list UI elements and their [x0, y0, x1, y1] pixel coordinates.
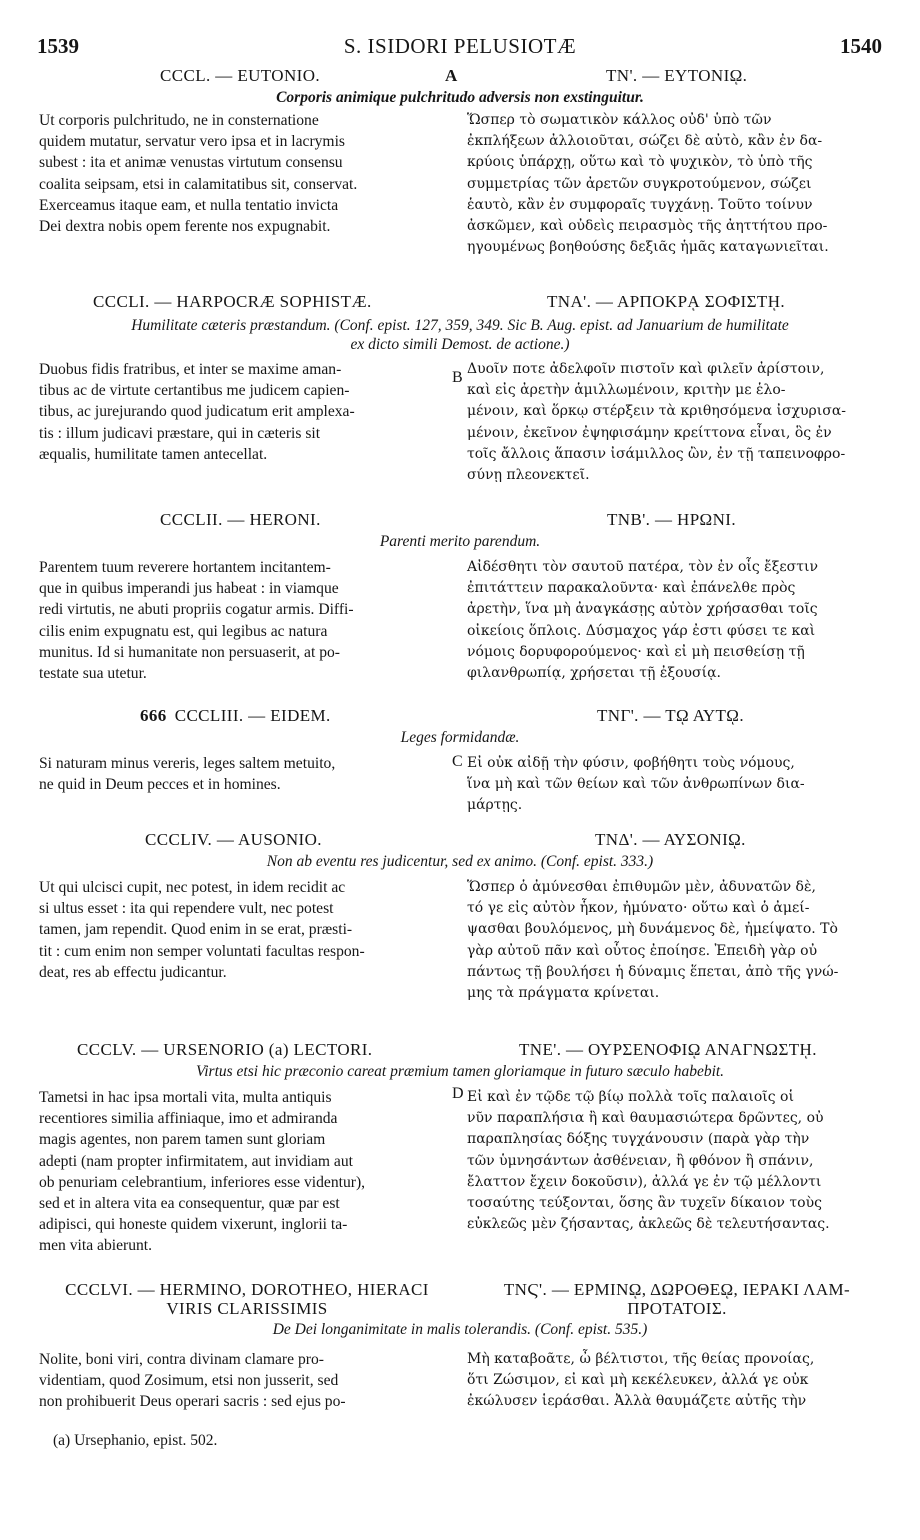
summary: Virtus etsi hic præconio careat præmium tamen gloriamque in futuro sæculo habebit. — [195, 1063, 725, 1080]
footnote: (a) Ursephanio, epist. 502. — [53, 1432, 218, 1449]
greek-text: Μὴ καταβοᾶτε, ὦ βέλτιστοι, τῆς θείας προνοίας, ὅτι Ζώσιμον, εἰ καὶ μὴ κεκέλευκεν, ἀλλά γε οὐκ ἐκώλυσεν ἱεράσθαι. Ἀλλὰ θαυμάζετε αὐτῆς τὴν — [467, 1351, 815, 1410]
summary-line-2: ex dicto simili Demost. de actione.) — [350, 336, 570, 353]
greek-text: Εἰ οὐκ αἰδῇ τὴν φύσιν, φοβήθητι τοὺς νόμους, ἵνα μὴ καὶ τῶν θείων καὶ τῶν ἀνθρωπίνων δια- μάρτῃς. — [467, 755, 805, 814]
summary: Parenti merito parendum. — [379, 533, 541, 550]
greek-heading-line-1: ΤΝϚ'. — ΕΡΜΙΝῼ, ΔΩΡΟΘΕῼ, ΙΕΡΑΚΙ ΛΑΜ- — [503, 1280, 851, 1299]
margin-letter-a: A — [445, 66, 458, 85]
greek-heading: ΤΝ'. — ΕΥΤΟΝΙῼ. — [606, 66, 748, 85]
letter-ccclvi — [0, 1280, 920, 1419]
greek-text: Εἰ καὶ ἐν τῷδε τῷ βίῳ πολλὰ τοῖς παλαιοῖς οἱ νῦν παραπλήσια ἢ καὶ θαυμασιώτερα δρῶντες, οὐ παραπλησίας δόξης τυγχάνουσιν (παρὰ γὰρ τὴν τῶν ὑμνησάντων ἀσθένειαν, ἢ φθόνον ἢ σπάνιν, ἔλαττον ἔχειν δοκοῦσιν), ἀλλά γε ἐν τῷ μέλλοντι τοσαύτης τεύξονται, ὅσης ἂν τυχεῖν δίκαιον τοὺς εὐκλεῶς μὲν ζήσαντας, ἀκλεῶς δὲ τελευτήσαντας. — [467, 1089, 830, 1233]
page-number-right: 1540 — [840, 34, 882, 58]
latin-heading: CCCLIV. — AUSONIO. — [145, 830, 322, 849]
column-number: 666 — [140, 706, 167, 725]
latin-text: Tametsi in hac ipsa mortali vita, multa antiquis recentiores similia affiniaque, imo et admiranda magis agentes, non parem tamen sunt gloriam adepti (nam propter infirmitatem, aut invidiam aut ob penuriam celebrantium, inferiores esse videntur), sed et in altera vita ea consequentur, quæ par est adipisci, qui honeste quidem vixerunt, inglorii ta- men vita abierunt. — [39, 1089, 366, 1255]
latin-text: Ut corporis pulchritudo, ne in consternatione quidem mutatur, servatur vero ipsa et in lacrymis subest : ita et animæ venustas virtutum consensu coalita seipsam, etsi in calamitatibus sit, conservat. Exerceamus itaque eam, et nulla tentatio invicta Dei dextra nobis opem ferente nos expugnabit. — [39, 112, 358, 236]
latin-heading: CCCL. — EUTONIO. — [160, 66, 321, 85]
running-title: S. ISIDORI PELUSIOTÆ — [343, 34, 577, 58]
margin-letter-c: C — [452, 753, 463, 770]
margin-letter-b: B — [452, 369, 463, 386]
summary: Corporis animique pulchritudo adversis non exstinguitur. — [276, 89, 644, 106]
latin-text: Duobus fidis fratribus, et inter se maxime aman- tibus ac de virtute certantibus me judicem capien- tibus, ac jurejurando quod judicatum erit amplexa- tis : illum judicavi præstare, qui in cæteris sit æqualis, humilitate tamen antecellat. — [39, 361, 355, 463]
latin-heading: CCCLV. — URSENORIO (a) LECTORI. — [77, 1040, 373, 1059]
letter-cccl — [0, 66, 920, 260]
greek-heading: ΤΝΑ'. — ΑΡΠΟΚΡᾼ ΣΟΦΙΣΤῌ. — [547, 292, 786, 311]
summary: Leges formidandæ. — [400, 729, 520, 746]
greek-text: Ὥσπερ τὸ σωματικὸν κάλλος οὐδ' ὑπὸ τῶν ἐκπλήξεων ἀλλοιοῦται, σώζει δὲ αὐτὸ, κἂν ἐν δα- κρύοις ὑπάρχῃ, οὕτω καὶ τὸ ψυχικὸν, τὸ ὑπὸ τῆς συμμετρίας τῶν ἀρετῶν συγκροτούμενον, σώζει ἑαυτὸ, κἂν ἐν συμφοραῖς τυγχάνῃ. Τοῦτο τοίνυν ἀσκῶμεν, καὶ οὐδεὶς πειρασμὸς τῆς ἀηττήτου προ- ηγουμένως βοηθούσης δεξιᾶς ἡμᾶς καταγωνιεῖται. — [467, 112, 829, 256]
summary: De Dei longanimitate in malis tolerandis. (Conf. epist. 535.) — [272, 1321, 648, 1338]
greek-heading-line-2: ΠΡΟΤΑΤΟΙΣ. — [627, 1299, 727, 1318]
summary-line-1: Humilitate cæteris præstandum. (Conf. epist. 127, 359, 349. Sic B. Aug. epist. ad Januarium de humilitate — [131, 317, 789, 334]
greek-text: Αἰδέσθητι τὸν σαυτοῦ πατέρα, τὸν ἐν οἷς ἔξεστιν ἐπιτάττειν παρακαλοῦντα· καὶ ἐπάνελθε πρὸς ἀρετὴν, ἵνα μὴ ἀναγκάσῃς αὐτὸν χρήσασθαι τοῖς οἰκείοις ὅπλοις. Δύσμαχος γάρ ἐστι φύσει τε καὶ νόμοις δορυφορούμενος· καὶ εἰ μὴ πεισθείσῃ τῇ φιλανθρωπίᾳ, χρήσεται τῇ ἐξουσίᾳ. — [467, 559, 818, 682]
letter-cccliv — [0, 830, 920, 1017]
greek-heading: ΤΝΒ'. — ΗΡΩΝΙ. — [607, 510, 736, 529]
latin-heading: CCCLI. — HARPOCRÆ SOPHISTÆ. — [93, 292, 372, 311]
latin-text: Nolite, boni viri, contra divinam clamare pro- videntiam, quod Zosimum, etsi non jusserit, sed non prohibuerit Deus operari sacris : sed ejus po- — [39, 1351, 346, 1411]
page-number-left: 1539 — [37, 34, 79, 58]
letter-ccclii — [0, 510, 920, 697]
letter-cccli — [0, 292, 920, 489]
greek-heading: ΤΝΓ'. — Τῼ ΑΥΤῼ. — [597, 706, 744, 725]
running-header — [0, 34, 920, 62]
latin-heading: CCCLII. — HERONI. — [160, 510, 321, 529]
latin-text: Ut qui ulcisci cupit, nec potest, in idem recidit ac si ultus esset : ita qui rependere vult, nec potest tamen, jam rependit. Quod enim in se erat, præsti- tit : cum enim non semper voluntati facultas respon- deat, res ab effectu judicantur. — [39, 879, 365, 981]
letter-ccclv — [0, 1040, 920, 1267]
latin-heading-line-2: VIRIS CLARISSIMIS — [166, 1299, 328, 1318]
summary: Non ab eventu res judicentur, sed ex animo. (Conf. epist. 333.) — [266, 853, 654, 870]
latin-text: Si naturam minus vereris, leges saltem metuito, ne quid in Deum pecces et in homines. — [39, 755, 336, 794]
latin-heading-line-1: CCCLVI. — HERMINO, DOROTHEO, HIERACI — [65, 1280, 429, 1299]
latin-text: Parentem tuum reverere hortantem incitantem- que in quibus imperandi jus habeat : in viamque redi virtutis, ne abuti propriis cogatur armis. Diffi- cilis enim expugnatu est, qui legibus ac natura munitus. Id si humanitate non persuaserit, at po- testate sua utetur. — [39, 559, 354, 683]
greek-text: Ὥσπερ ὁ ἀμύνεσθαι ἐπιθυμῶν μὲν, ἀδυνατῶν δὲ, τό γε εἰς αὐτὸν ἧκον, ἠμύνατο· οὕτω καὶ ὁ ἀμεί- ψασθαι βουλόμενος, μὴ δυνάμενος δὲ, ἠμείψατο. Τὸ γὰρ αὐτοῦ πᾶν καὶ οὗτος ἐποίησε. Ἐπειδὴ γὰρ οὐ πάντως τῇ βουλήσει ἡ δύναμις ἕπεται, ἀπὸ τῆς γνώ- μης τὰ πράγματα κρίνεται. — [467, 879, 839, 1002]
latin-heading: CCCLIII. — EIDEM. — [174, 706, 331, 725]
greek-heading: ΤΝΔ'. — ΑΥΣΟΝΙῼ. — [595, 830, 746, 849]
margin-letter-d: D — [452, 1085, 464, 1102]
greek-text: Δυοῖν ποτε ἀδελφοῖν πιστοῖν καὶ φιλεῖν ἀρίστοιν, καὶ εἰς ἀρετὴν ἁμιλλωμένοιν, κριτὴν με ἑλο- μένοιν, καὶ ὅρκῳ στέρξειν τὰ κριθησόμενα ἰσχυρισα- μένοιν, ἐκεῖνον ἐψηφισάμην κρείττονα εἶναι, ὃς ἐν τοῖς ἄλλοις ἅπασιν ἰσάμιλλος ὢν, ἐν τῇ ταπεινοφρο- σύνῃ πλεονεκτεῖ. — [467, 361, 846, 484]
greek-heading: ΤΝΕ'. — ΟΥΡΣΕΝΟΦΙῼ ΑΝΑΓΝΩΣΤῌ. — [519, 1040, 817, 1059]
letter-cccliii — [0, 706, 920, 823]
